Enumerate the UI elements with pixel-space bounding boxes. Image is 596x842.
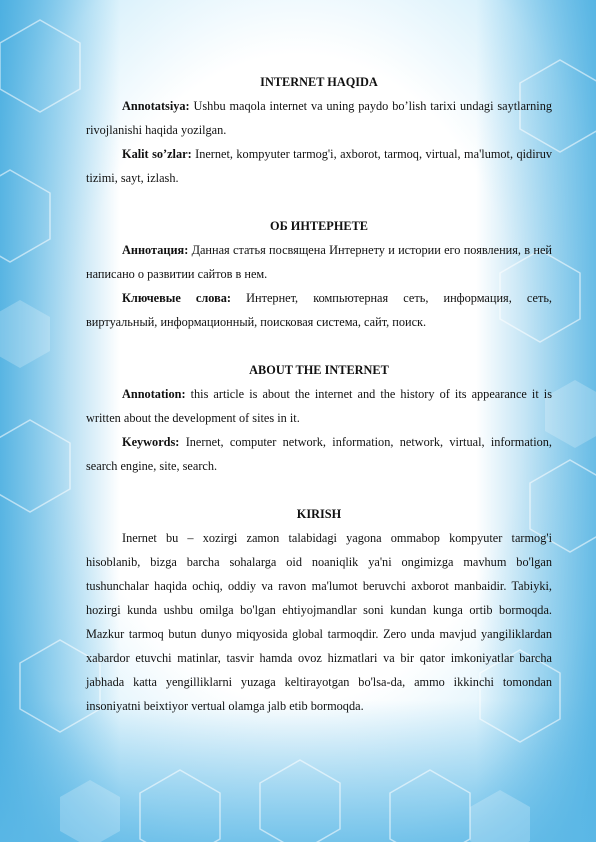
abstract-label-uz: Annotatsiya: — [122, 99, 190, 113]
intro-title: KIRISH — [296, 507, 342, 521]
document-page — [86, 70, 552, 718]
abstract-uz — [86, 94, 552, 142]
abstract-en — [86, 382, 552, 430]
abstract-text-ru: Данная статья посвящена Интернету и истории его появления, в ней написано о развитии сайтов в нем. — [86, 243, 552, 281]
keywords-label-ru: Ключевые слова: — [122, 291, 232, 305]
section-title-en: ABOUT THE INTERNET — [249, 363, 389, 377]
section-title-ru: ОБ ИНТЕРНЕТЕ — [270, 219, 368, 233]
keywords-label-uz: Kalit so’zlar: — [122, 147, 192, 161]
abstract-label-ru: Аннотация: — [122, 243, 189, 257]
keywords-text-en: Inernet, computer network, information, network, virtual, information, search engine, site, search. — [86, 435, 552, 473]
intro-paragraph: Inernet bu – xozirgi zamon talabidagi yagona ommabop kompyuter tarmog'i hisoblanib, bizga barcha sohalarga oid noaniqlik ya'ni ongimizga mavhum bo'lgan tushunchalar haqida ochiq, oddiy va ravon ma'lumot beruvchi axborot manbaidir. Tabiyki, hozirgi kunda ushbu omilga bo'lgan ehtiyojmandlar soni kundan kunga ortib bormoqda. Mazkur tarmoq butun dunyo miqyosida global tarmoqdir. Zero unda mavjud yangiliklardan xabardor etuvchi matinlar, tasvir hamda ovoz hizmatlari va bir qator imkoniyatlar barcha jabhada katta yengilliklarni yuzaga keltirayotgan bo'lsa-da, ammo ikkinchi tomondan insoniyatni beixtiyor vertual olamga jalb etib bormoqda. — [86, 531, 552, 713]
section-title-uz: INTERNET HAQIDA — [260, 75, 378, 89]
keywords-uz — [86, 142, 552, 190]
keywords-label-en: Keywords: — [122, 435, 180, 449]
keywords-text-uz: Inernet, kompyuter tarmog'i, axborot, tarmoq, virtual, ma'lumot, qidiruv tizimi, sayt, izlash. — [86, 147, 552, 185]
keywords-ru — [86, 286, 552, 334]
abstract-text-uz: Ushbu maqola internet va uning paydo bo’lish tarixi undagi saytlarning rivojlanishi haqida yozilgan. — [86, 99, 552, 137]
keywords-text-ru: Интернет, компьютерная сеть, информация, сеть, виртуальный, информационный, поисковая система, сайт, поиск. — [86, 291, 553, 329]
abstract-text-en: this article is about the internet and the history of its appearance it is written about the development of sites in it. — [86, 387, 552, 425]
keywords-en — [86, 430, 552, 478]
abstract-ru — [86, 238, 552, 286]
abstract-label-en: Annotation: — [122, 387, 186, 401]
